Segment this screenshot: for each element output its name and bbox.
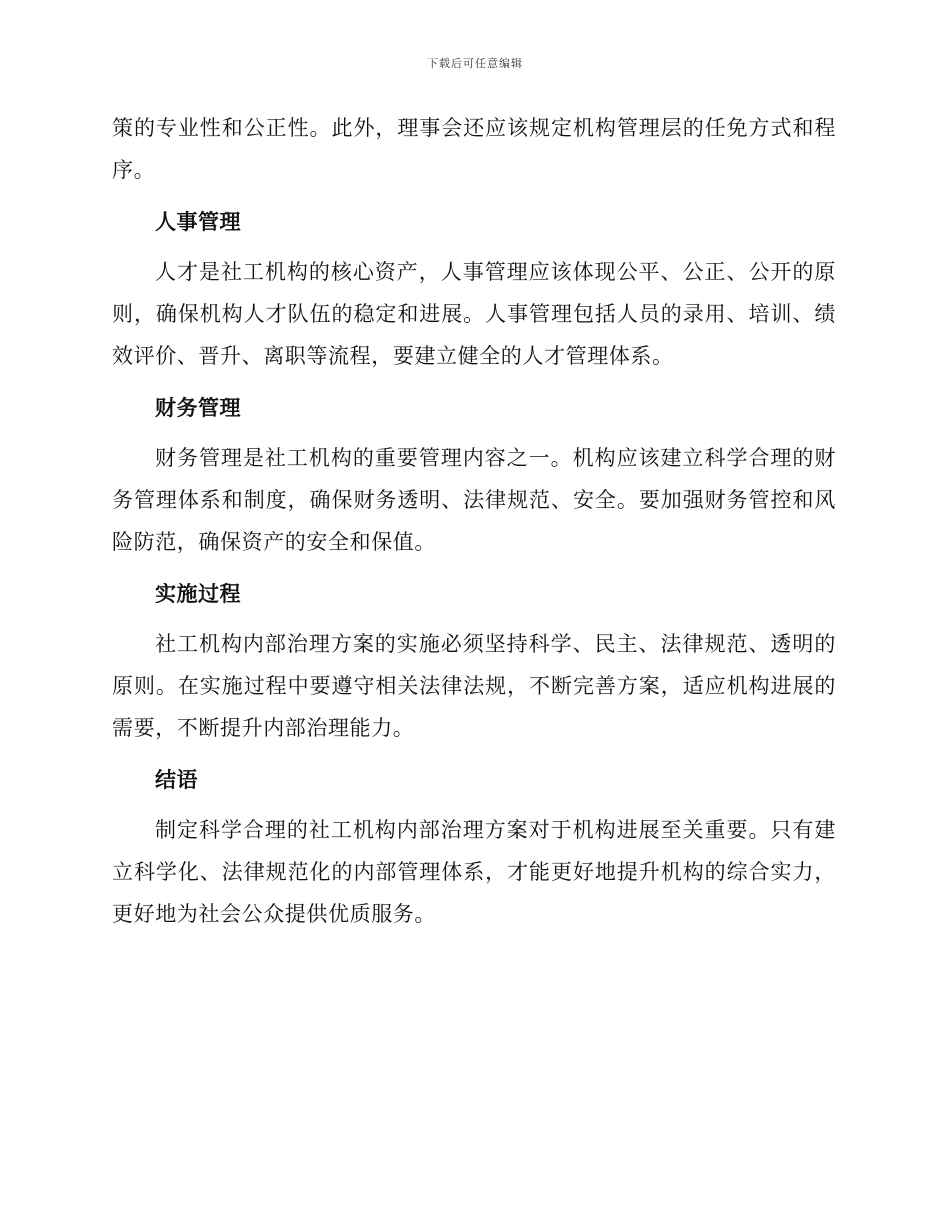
section-body-personnel: 人才是社工机构的核心资产，人事管理应该体现公平、公正、公开的原则，确保机构人才队伍的稳定和进展。人事管理包括人员的录用、培训、绩效评价、晋升、离职等流程，要建立健全的人才管理体系。 — [112, 260, 836, 368]
section-heading-finance: 财务管理 — [155, 396, 241, 420]
section-body-finance: 财务管理是社工机构的重要管理内容之一。机构应该建立科学合理的财务管理体系和制度，确保财务透明、法律规范、安全。要加强财务管控和风险防范，确保资产的安全和保值。 — [112, 446, 836, 554]
intro-continuation-paragraph: 策的专业性和公正性。此外，理事会还应该规定机构管理层的任免方式和程序。 — [112, 116, 836, 182]
section-body-implementation: 社工机构内部治理方案的实施必须坚持科学、民主、法律规范、透明的原则。在实施过程中要遵守相关法律法规，不断完善方案，适应机构进展的需要，不断提升内部治理能力。 — [112, 632, 836, 740]
section-body-conclusion: 制定科学合理的社工机构内部治理方案对于机构进展至关重要。只有建立科学化、法律规范化的内部管理体系，才能更好地提升机构的综合实力，更好地为社会公众提供优质服务。 — [112, 818, 836, 926]
section-heading-conclusion: 结语 — [155, 768, 198, 792]
section-heading-personnel: 人事管理 — [155, 210, 241, 234]
page-header-note: 下载后可任意编辑 — [427, 57, 523, 70]
section-heading-implementation: 实施过程 — [155, 582, 241, 606]
document-body — [112, 107, 836, 935]
